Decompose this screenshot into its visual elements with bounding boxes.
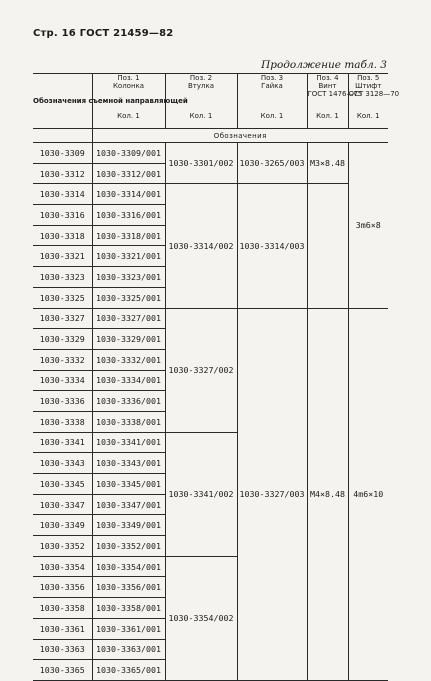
row-col1-value: 1030-3358/001	[92, 598, 165, 619]
col5-std: ОСТ 3128—70	[348, 90, 400, 98]
col3-merged-cell: 1030-3327/003	[237, 308, 307, 680]
col5-pos: Поз. 5	[357, 74, 380, 82]
designations-spacer	[33, 129, 92, 143]
col4-merged-cell: M3×8.48	[307, 143, 348, 184]
row-col1-value: 1030-3314/001	[92, 184, 165, 205]
col3-header	[237, 74, 307, 129]
row-designation: 1030-3336	[33, 391, 92, 412]
row-designation: 1030-3354	[33, 556, 92, 577]
row-col1-value: 1030-3363/001	[92, 639, 165, 660]
row-designation: 1030-3314	[33, 184, 92, 205]
col4-qty: Кол. 1	[316, 112, 339, 120]
table-row	[33, 308, 388, 329]
col2-header	[165, 74, 237, 129]
table-continuation-label: Продолжение табл. 3	[261, 59, 387, 71]
row-col1-value: 1030-3316/001	[92, 205, 165, 226]
row-col1-value: 1030-3356/001	[92, 577, 165, 598]
row-designation: 1030-3365	[33, 660, 92, 681]
col1-name: Колонка	[112, 82, 145, 90]
row-col1-value: 1030-3343/001	[92, 453, 165, 474]
row-designation: 1030-3327	[33, 308, 92, 329]
row-col1-value: 1030-3347/001	[92, 494, 165, 515]
col1-header	[92, 74, 165, 129]
col5-merged-cell: 3m6×8	[348, 143, 388, 309]
row-designation: 1030-3361	[33, 618, 92, 639]
row-designation: 1030-3363	[33, 639, 92, 660]
col4-header	[307, 74, 363, 129]
row-designation: 1030-3325	[33, 287, 92, 308]
table-body	[33, 143, 388, 681]
row-col1-value: 1030-3336/001	[92, 391, 165, 412]
col3-pos: Поз. 3	[260, 74, 284, 82]
row-designation: 1030-3352	[33, 536, 92, 557]
designations-label: Обозначения	[92, 129, 388, 143]
col5-merged-cell: 4m6×10	[348, 308, 388, 680]
row-col1-value: 1030-3352/001	[92, 536, 165, 557]
row-designation: 1030-3345	[33, 474, 92, 495]
col5-header	[348, 74, 400, 129]
row-designation: 1030-3358	[33, 598, 92, 619]
col3-merged-cell: 1030-3265/003	[237, 143, 307, 184]
row-col1-value: 1030-3361/001	[92, 618, 165, 639]
row-designation: 1030-3334	[33, 370, 92, 391]
row-designation: 1030-3321	[33, 246, 92, 267]
col1-qty: Кол. 1	[117, 112, 140, 120]
col5-qty: Кол. 1	[356, 112, 380, 120]
row-col1-value: 1030-3327/001	[92, 308, 165, 329]
col4-pos: Поз. 4	[316, 74, 339, 82]
col2-pos: Поз. 2	[189, 74, 213, 82]
row-col1-value: 1030-3309/001	[92, 143, 165, 164]
row-designation: 1030-3343	[33, 453, 92, 474]
row-col1-value: 1030-3318/001	[92, 225, 165, 246]
row-col1-value: 1030-3329/001	[92, 329, 165, 350]
col2-merged-cell: 1030-3354/002	[165, 556, 237, 680]
col2-merged-cell: 1030-3301/002	[165, 143, 237, 184]
designation-column-header: Обозначения съемной направляющей	[33, 74, 92, 129]
col4-merged-cell: M4×8.48	[307, 308, 348, 680]
table-row	[33, 184, 388, 205]
row-designation: 1030-3318	[33, 225, 92, 246]
row-col1-value: 1030-3345/001	[92, 474, 165, 495]
row-col1-value: 1030-3365/001	[92, 660, 165, 681]
col3-merged-cell: 1030-3314/003	[237, 184, 307, 308]
table-row	[33, 143, 388, 164]
row-designation: 1030-3323	[33, 267, 92, 288]
row-col1-value: 1030-3338/001	[92, 411, 165, 432]
row-col1-value: 1030-3341/001	[92, 432, 165, 453]
row-col1-value: 1030-3334/001	[92, 370, 165, 391]
col4-merged-cell	[307, 184, 348, 308]
row-col1-value: 1030-3325/001	[92, 287, 165, 308]
row-col1-value: 1030-3332/001	[92, 349, 165, 370]
col2-name: Втулка	[187, 82, 214, 90]
row-designation: 1030-3347	[33, 494, 92, 515]
col2-merged-cell: 1030-3314/002	[165, 184, 237, 308]
row-designation: 1030-3356	[33, 577, 92, 598]
row-designation: 1030-3312	[33, 163, 92, 184]
row-col1-value: 1030-3312/001	[92, 163, 165, 184]
row-designation: 1030-3332	[33, 349, 92, 370]
col2-merged-cell: 1030-3341/002	[165, 432, 237, 556]
col3-qty: Кол. 1	[260, 112, 284, 120]
col3-name: Гайка	[261, 82, 283, 90]
row-designation: 1030-3316	[33, 205, 92, 226]
row-col1-value: 1030-3349/001	[92, 515, 165, 536]
col4-name: Винт	[318, 82, 337, 90]
row-designation: 1030-3341	[33, 432, 92, 453]
row-designation: 1030-3329	[33, 329, 92, 350]
col4-std: ГОСТ 1476—75	[307, 90, 363, 98]
row-designation: 1030-3338	[33, 411, 92, 432]
col2-qty: Кол. 1	[189, 112, 213, 120]
col5-name: Штифт	[355, 82, 382, 90]
row-designation: 1030-3349	[33, 515, 92, 536]
row-col1-value: 1030-3323/001	[92, 267, 165, 288]
col2-merged-cell: 1030-3327/002	[165, 308, 237, 432]
parts-table	[33, 73, 400, 681]
row-designation: 1030-3309	[33, 143, 92, 164]
page-header: Стр. 16 ГОСТ 21459—82	[33, 28, 174, 39]
row-col1-value: 1030-3321/001	[92, 246, 165, 267]
col1-pos: Поз. 1	[117, 74, 140, 82]
row-col1-value: 1030-3354/001	[92, 556, 165, 577]
